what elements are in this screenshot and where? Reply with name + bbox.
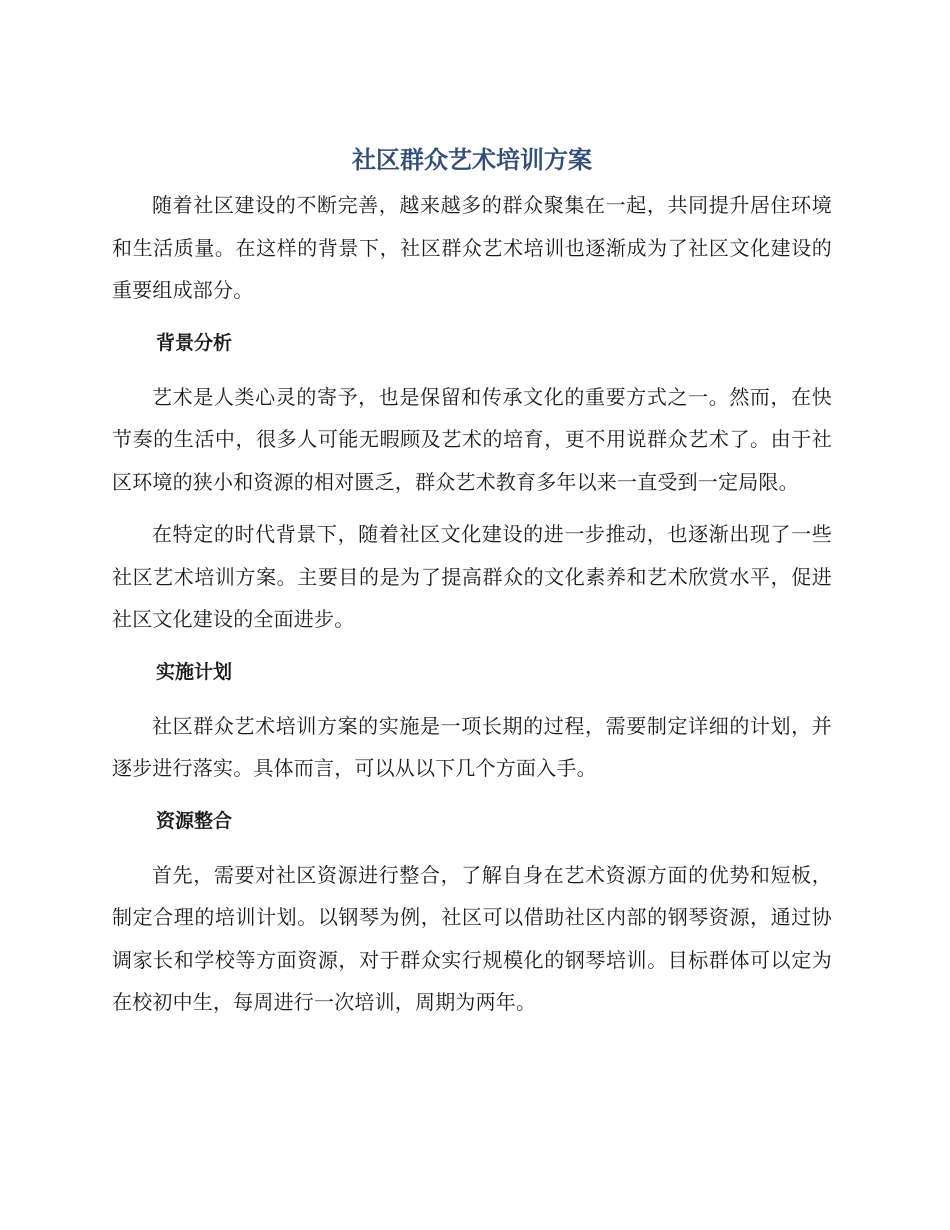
- section-heading-implementation: 实施计划: [156, 660, 233, 683]
- paragraph: 首先，需要对社区资源进行整合，了解自身在艺术资源方面的优势和短板，制定合理的培训计划。以钢琴为例，社区可以借助社区内部的钢琴资源，通过协调家长和学校等方面资源，对于群众实行规模化的钢琴培训。目标群体可以定为在校初中生，每周进行一次培训，周期为两年。: [112, 862, 832, 1014]
- paragraph: 社区群众艺术培训方案的实施是一项长期的过程，需要制定详细的计划，并逐步进行落实。具体而言，可以从以下几个方面入手。: [112, 713, 832, 780]
- section-heading-resources: 资源整合: [156, 809, 233, 832]
- section-background: [112, 322, 832, 641]
- document-title: 社区群众艺术培训方案: [352, 146, 592, 174]
- section-resources: [112, 800, 832, 1024]
- paragraph: 艺术是人类心灵的寄予，也是保留和传承文化的重要方式之一。然而，在快节奏的生活中，很多人可能无暇顾及艺术的培育，更不用说群众艺术了。由于社区环境的狭小和资源的相对匮乏，群众艺术教育多年以来一直受到一定局限。: [112, 384, 832, 494]
- document-page: [112, 140, 832, 1034]
- section-heading-background: 背景分析: [156, 331, 233, 354]
- intro-paragraph: 随着社区建设的不断完善，越来越多的群众聚集在一起，共同提升居住环境和生活质量。在这样的背景下，社区群众艺术培训也逐渐成为了社区文化建设的重要组成部分。: [112, 193, 832, 302]
- paragraph: 在特定的时代背景下，随着社区文化建设的进一步推动，也逐渐出现了一些社区艺术培训方案。主要目的是为了提高群众的文化素养和艺术欣赏水平，促进社区文化建设的全面进步。: [112, 522, 832, 631]
- section-implementation: [112, 651, 832, 790]
